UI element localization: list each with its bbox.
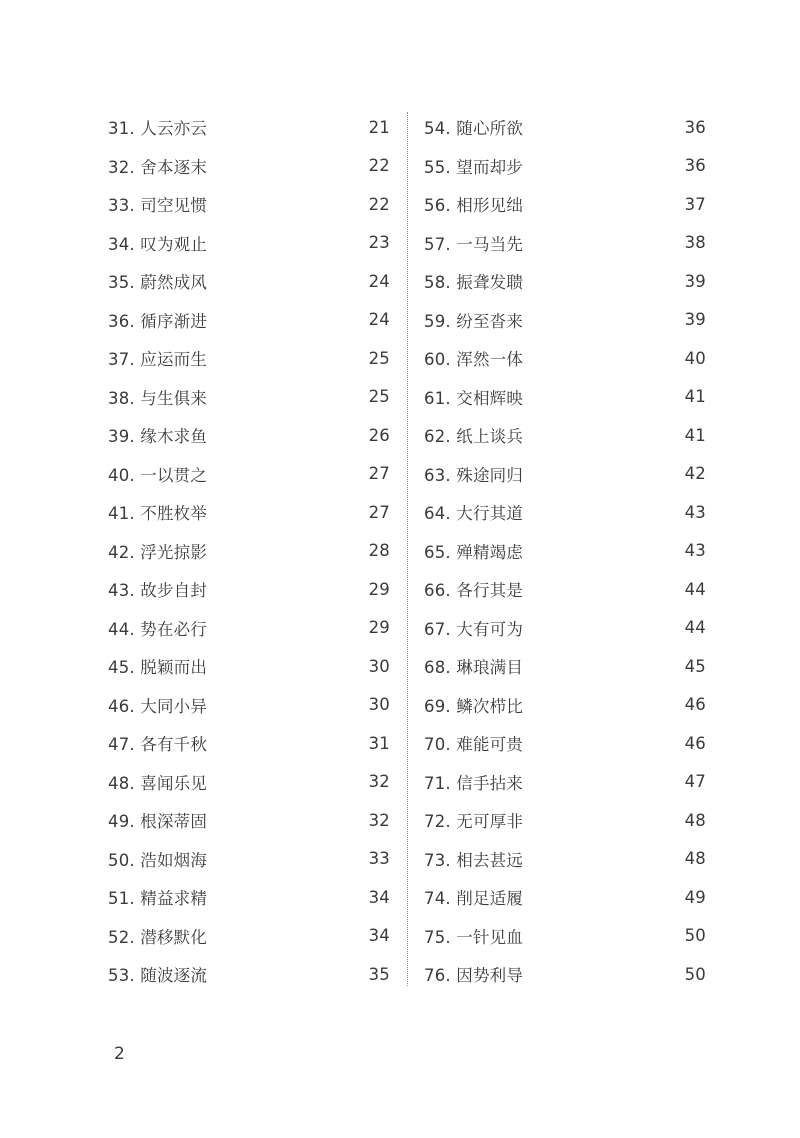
toc-entry (424, 262, 706, 301)
toc-entry-page: 39 (684, 271, 706, 291)
toc-entry-title: 33. 司空见惯 (108, 196, 208, 216)
toc-entry-title: 65. 殚精竭虑 (424, 542, 524, 562)
toc-entry (424, 339, 706, 378)
toc-entry-page: 22 (368, 156, 390, 176)
toc-entry (108, 378, 390, 417)
toc-entry (108, 609, 390, 648)
toc-entry-title: 38. 与生俱来 (108, 388, 208, 408)
toc-entry (424, 647, 706, 686)
toc-entry (108, 301, 390, 340)
toc-entry (424, 686, 706, 725)
toc-entry-page: 34 (368, 926, 390, 946)
toc-entry (424, 917, 706, 956)
toc-entry-title: 66. 各行其是 (424, 581, 524, 601)
toc-entry-page: 36 (684, 156, 706, 176)
toc-entry (424, 724, 706, 763)
toc-entry-page: 22 (368, 194, 390, 214)
toc-entry (424, 301, 706, 340)
toc-entry (108, 917, 390, 956)
toc-entry (108, 763, 390, 802)
toc-entry-page: 28 (368, 541, 390, 561)
toc-entry-page: 36 (684, 117, 706, 137)
toc-entry (108, 185, 390, 224)
toc-entry-page: 38 (684, 233, 706, 253)
toc-entry-title: 67. 大有可为 (424, 619, 524, 639)
toc-entry-title: 57. 一马当先 (424, 234, 524, 254)
toc-entry (108, 493, 390, 532)
toc-entry (108, 801, 390, 840)
toc-entry-page: 43 (684, 502, 706, 522)
toc-entry (424, 609, 706, 648)
toc-entry-page: 41 (684, 387, 706, 407)
toc-entry (424, 185, 706, 224)
toc-entry-page: 24 (368, 310, 390, 330)
toc-entry-page: 30 (368, 695, 390, 715)
toc-entry-page: 31 (368, 733, 390, 753)
toc-entry-page: 26 (368, 425, 390, 445)
toc-entry (424, 455, 706, 494)
toc-entry-title: 60. 浑然一体 (424, 350, 524, 370)
toc-entry (424, 801, 706, 840)
toc-entry-page: 27 (368, 502, 390, 522)
toc-entry-page: 24 (368, 271, 390, 291)
toc-entry-page: 46 (684, 695, 706, 715)
toc-entry-page: 50 (684, 964, 706, 984)
toc-entry (108, 955, 390, 994)
toc-entry-page: 43 (684, 541, 706, 561)
toc-entry-page: 48 (684, 810, 706, 830)
toc-entry (108, 647, 390, 686)
toc-entry-page: 41 (684, 425, 706, 445)
toc-entry-title: 74. 削足适履 (424, 889, 524, 909)
toc-entry (424, 378, 706, 417)
toc-entry-page: 37 (684, 194, 706, 214)
toc-entry-title: 76. 因势利导 (424, 966, 524, 986)
toc-entry (108, 108, 390, 147)
toc-entry (424, 224, 706, 263)
toc-entry-page: 34 (368, 887, 390, 907)
toc-entry-title: 51. 精益求精 (108, 889, 208, 909)
toc-entry-title: 63. 殊途同归 (424, 465, 524, 485)
toc-entry (424, 763, 706, 802)
toc-entry-page: 29 (368, 579, 390, 599)
toc-entry-title: 59. 纷至沓来 (424, 311, 524, 331)
toc-entry (424, 570, 706, 609)
toc-entry-title: 52. 潜移默化 (108, 927, 208, 947)
toc-entry-page: 23 (368, 233, 390, 253)
toc-entry (108, 724, 390, 763)
toc-entry-title: 62. 纸上谈兵 (424, 427, 524, 447)
toc-entry-title: 36. 循序渐进 (108, 311, 208, 331)
toc-entry (108, 339, 390, 378)
toc-entry-title: 70. 难能可贵 (424, 735, 524, 755)
toc-entry-title: 42. 浮光掠影 (108, 542, 208, 562)
toc-entry (424, 840, 706, 879)
toc-entry-page: 30 (368, 656, 390, 676)
toc-entry-page: 46 (684, 733, 706, 753)
toc-entry (424, 532, 706, 571)
toc-entry-title: 37. 应运而生 (108, 350, 208, 370)
toc-entry-title: 56. 相形见绌 (424, 196, 524, 216)
toc-entry (424, 955, 706, 994)
toc-entry-page: 25 (368, 348, 390, 368)
toc-entry-title: 53. 随波逐流 (108, 966, 208, 986)
toc-entry (108, 455, 390, 494)
toc-entry (108, 686, 390, 725)
toc-entry (108, 262, 390, 301)
toc-entry-title: 64. 大行其道 (424, 504, 524, 524)
toc-entry (108, 532, 390, 571)
toc-entry (108, 147, 390, 186)
toc-entry-title: 47. 各有千秋 (108, 735, 208, 755)
toc-entry (108, 224, 390, 263)
toc-entry-title: 48. 喜闻乐见 (108, 773, 208, 793)
toc-entry-page: 49 (684, 887, 706, 907)
toc-entry-page: 47 (684, 772, 706, 792)
toc-entry (424, 493, 706, 532)
toc-entry-page: 39 (684, 310, 706, 330)
toc-entry-page: 44 (684, 579, 706, 599)
toc-entry-page: 48 (684, 849, 706, 869)
toc-right-column (424, 108, 706, 994)
toc-entry (424, 147, 706, 186)
toc-entry-page: 50 (684, 926, 706, 946)
toc-entry-page: 32 (368, 810, 390, 830)
toc-entry (108, 878, 390, 917)
toc-entry-title: 68. 琳琅满目 (424, 658, 524, 678)
toc-entry-title: 50. 浩如烟海 (108, 850, 208, 870)
toc-entry-title: 31. 人云亦云 (108, 119, 208, 139)
toc-entry-title: 46. 大同小异 (108, 696, 208, 716)
toc-entry-page: 40 (684, 348, 706, 368)
toc-entry (424, 878, 706, 917)
toc-entry (424, 416, 706, 455)
toc-entry-title: 49. 根深蒂固 (108, 812, 208, 832)
column-divider (407, 112, 408, 986)
toc-entry (108, 570, 390, 609)
toc-entry-page: 29 (368, 618, 390, 638)
toc-entry-page: 27 (368, 464, 390, 484)
toc-entry (424, 108, 706, 147)
toc-entry-page: 21 (368, 117, 390, 137)
toc-entry-title: 34. 叹为观止 (108, 234, 208, 254)
toc-entry-title: 58. 振聋发聩 (424, 273, 524, 293)
toc-entry-page: 35 (368, 964, 390, 984)
toc-left-column (108, 108, 390, 994)
page-number: 2 (114, 1044, 125, 1064)
toc-entry-title: 44. 势在必行 (108, 619, 208, 639)
toc-entry-page: 33 (368, 849, 390, 869)
toc-entry-page: 44 (684, 618, 706, 638)
toc-entry-title: 43. 故步自封 (108, 581, 208, 601)
toc-entry-page: 32 (368, 772, 390, 792)
toc-entry-title: 61. 交相辉映 (424, 388, 524, 408)
toc-entry (108, 840, 390, 879)
toc-entry-title: 73. 相去甚远 (424, 850, 524, 870)
toc-entry-page: 45 (684, 656, 706, 676)
toc-entry-title: 71. 信手拈来 (424, 773, 524, 793)
toc-entry-title: 39. 缘木求鱼 (108, 427, 208, 447)
toc-entry-title: 69. 鳞次栉比 (424, 696, 524, 716)
toc-entry-title: 32. 舍本逐末 (108, 157, 208, 177)
toc-entry-title: 55. 望而却步 (424, 157, 524, 177)
toc-entry (108, 416, 390, 455)
toc-entry-title: 75. 一针见血 (424, 927, 524, 947)
toc-entry-title: 45. 脱颖而出 (108, 658, 208, 678)
toc-entry-title: 40. 一以贯之 (108, 465, 208, 485)
toc-entry-title: 35. 蔚然成风 (108, 273, 208, 293)
toc-entry-title: 41. 不胜枚举 (108, 504, 208, 524)
toc-entry-title: 54. 随心所欲 (424, 119, 524, 139)
toc-entry-page: 42 (684, 464, 706, 484)
toc-entry-title: 72. 无可厚非 (424, 812, 524, 832)
toc-entry-page: 25 (368, 387, 390, 407)
